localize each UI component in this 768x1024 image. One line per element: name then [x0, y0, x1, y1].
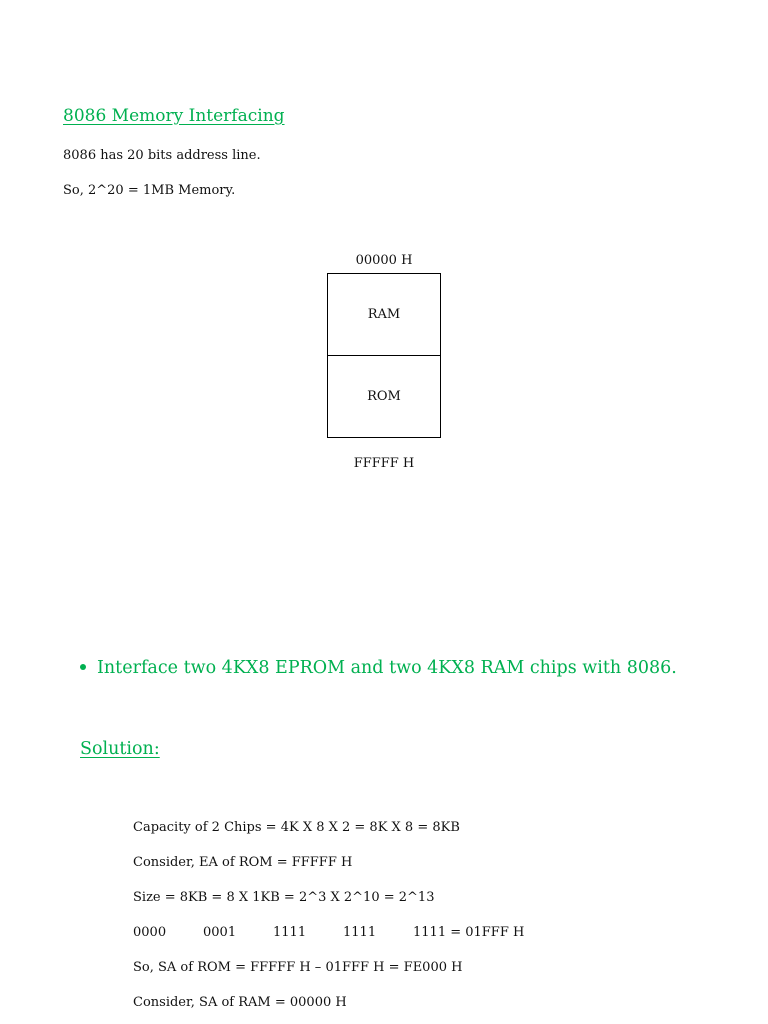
problem-text: Interface two 4KX8 EPROM and two 4KX8 RAM chips with 8086.: [97, 658, 677, 678]
bits-group: 0001: [203, 925, 237, 940]
memory-block-rom-label: ROM: [367, 389, 401, 404]
page-title: 8086 Memory Interfacing: [63, 106, 285, 126]
intro-line-address-bits: 8086 has 20 bits address line.: [63, 148, 261, 163]
memory-end-address: FFFFF H: [353, 456, 415, 471]
memory-start-address: 00000 H: [355, 253, 413, 268]
memory-block-ram-label: RAM: [367, 307, 401, 322]
solution-heading: Solution:: [80, 739, 160, 759]
memory-block-rom: [327, 355, 441, 438]
bits-group-result: 1111 = 01FFF H: [413, 925, 525, 940]
calc-sa-rom: So, SA of ROM = FFFFF H – 01FFF H = FE000 H: [133, 960, 463, 975]
bullet-dot-icon: [80, 664, 86, 670]
bits-group: 1111: [273, 925, 307, 940]
bits-group: 1111: [343, 925, 377, 940]
calc-sa-ram: Consider, SA of RAM = 00000 H: [133, 995, 347, 1010]
bits-group: 0000: [133, 925, 167, 940]
problem-bullet: [80, 658, 677, 678]
intro-line-memory-size: So, 2^20 = 1MB Memory.: [63, 183, 236, 198]
calc-size: Size = 8KB = 8 X 1KB = 2^3 X 2^10 = 2^13: [133, 890, 435, 905]
memory-block-ram: [327, 273, 441, 356]
calc-binary-bits: [133, 925, 524, 940]
calc-ea-rom: Consider, EA of ROM = FFFFF H: [133, 855, 353, 870]
calc-capacity: Capacity of 2 Chips = 4K X 8 X 2 = 8K X 8 = 8KB: [133, 820, 460, 835]
